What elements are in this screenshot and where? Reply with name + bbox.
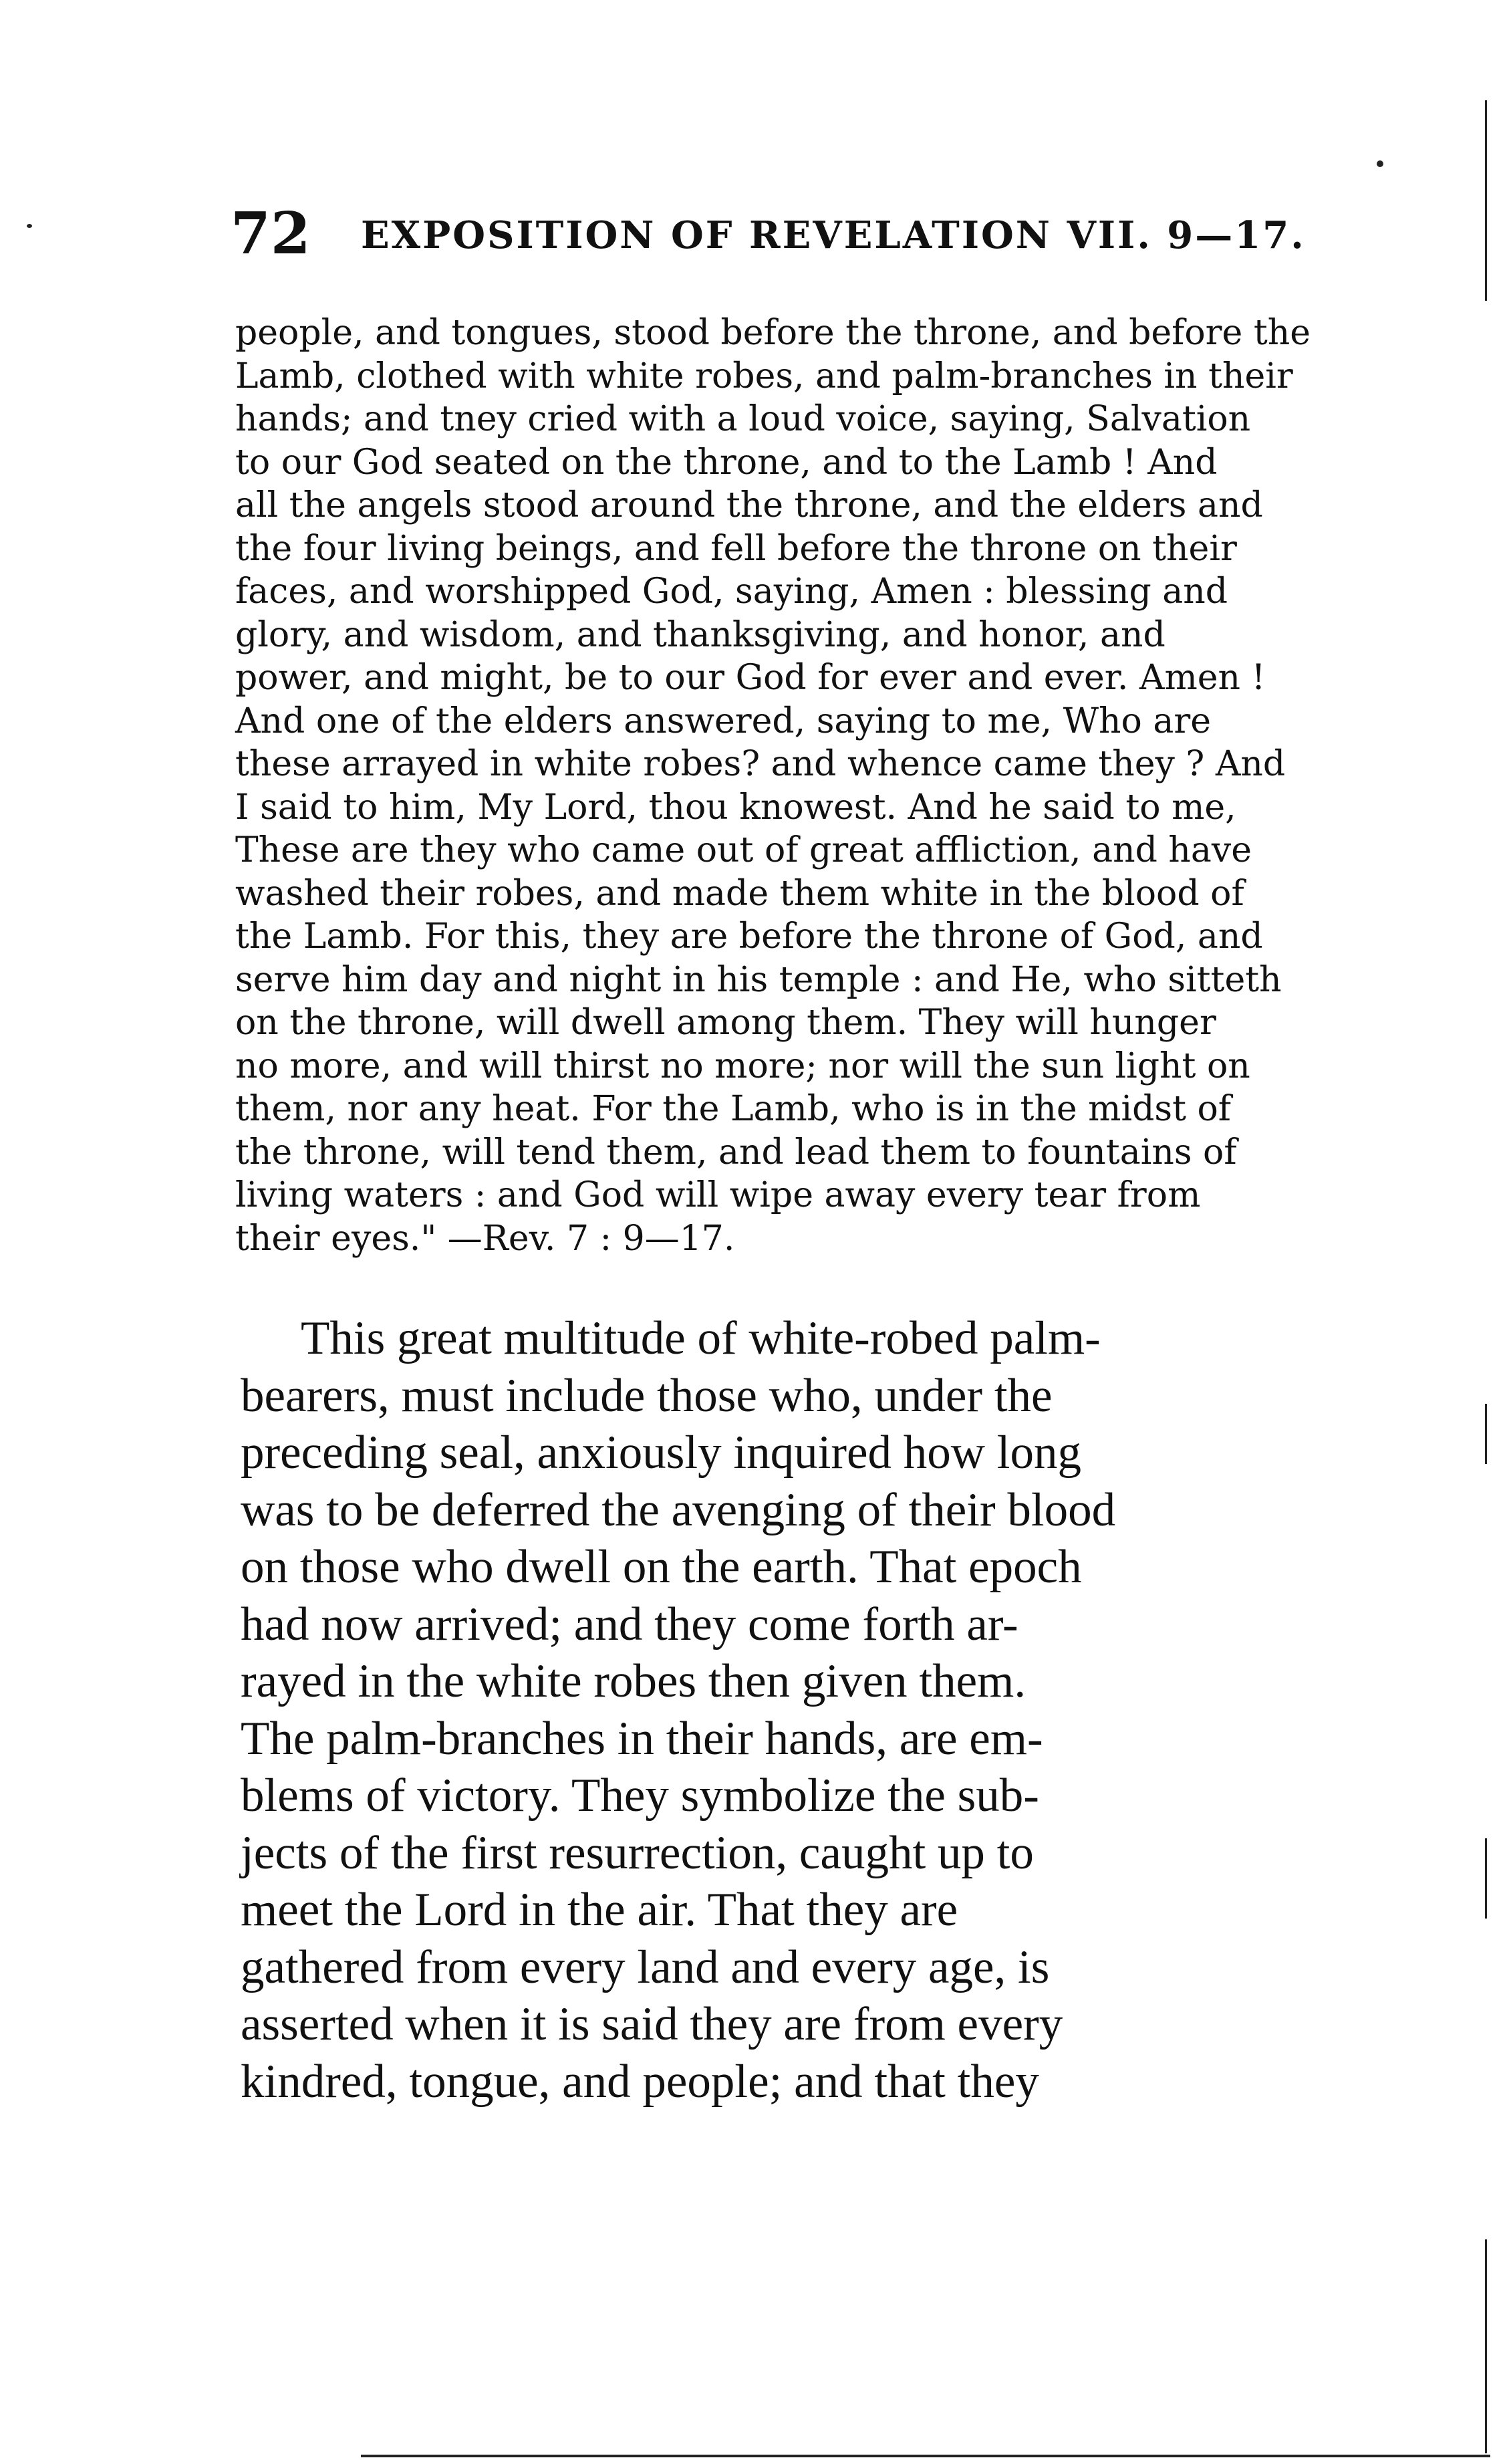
page-header (231, 201, 1367, 274)
body-line: preceding seal, anxiously inquired how long (241, 1427, 1081, 1479)
scan-edge-line-right (1485, 1838, 1487, 1919)
scan-speck (1377, 160, 1383, 167)
body-line: gathered from every land and every age, is (241, 1941, 1050, 1993)
scripture-quotation (235, 312, 1371, 1260)
body-line: jects of the first resurrection, caught up to (241, 1826, 1034, 1879)
body-line: was to be deferred the avenging of their blood (241, 1483, 1116, 1536)
body-line: bearers, must include those who, under the (241, 1369, 1053, 1422)
scan-edge-line-right (1485, 2239, 1487, 2453)
running-head: EXPOSITION OF REVELATION VII. 9—17. (361, 213, 1306, 257)
quote-line: people, and tongues, stood before the throne, and before the (235, 313, 1311, 353)
quote-line: hands; and tney cried with a loud voice, saying, Salvation (235, 399, 1251, 439)
quote-line: all the angels stood around the throne, and the elders and (235, 485, 1263, 525)
scan-speck (27, 224, 32, 228)
body-line: kindred, tongue, and people; and that they (241, 2055, 1039, 2108)
page-number: 72 (231, 200, 311, 267)
scan-edge-line-right (1485, 1404, 1487, 1464)
quote-line: glory, and wisdom, and thanksgiving, and honor, and (235, 614, 1165, 655)
body-line: asserted when it is said they are from every (241, 1998, 1063, 2050)
quote-line: serve him day and night in his temple : and He, who sitteth (235, 959, 1282, 1000)
body-line: The palm-branches in their hands, are em- (241, 1712, 1043, 1765)
quote-line: faces, and worshipped God, saying, Amen : blessing and (235, 572, 1228, 612)
body-line: on those who dwell on the earth. That epoch (241, 1541, 1082, 1593)
body-line: had now arrived; and they come forth ar- (241, 1598, 1018, 1650)
quote-line: the Lamb. For this, they are before the throne of God, and (235, 916, 1263, 957)
quote-line: washed their robes, and made them white in the blood of (235, 873, 1244, 914)
commentary-paragraph (241, 1310, 1390, 2110)
quote-line: I said to him, My Lord, thou knowest. And he said to me, (235, 787, 1236, 828)
quote-line: the four living beings, and fell before the throne on their (235, 528, 1237, 569)
body-line: blems of victory. They symbolize the sub- (241, 1769, 1039, 1822)
quote-line: no more, and will thirst no more; nor will the sun light on (235, 1045, 1250, 1086)
scan-edge-line-right (1485, 100, 1487, 301)
quote-line: And one of the elders answered, saying to me, Who are (235, 701, 1211, 741)
quote-line: these arrayed in white robes? and whence came they ? And (235, 744, 1286, 784)
body-line: meet the Lord in the air. That they are (241, 1884, 958, 1936)
body-line: This great multitude of white-robed palm- (301, 1312, 1101, 1364)
quote-line: to our God seated on the throne, and to the Lamb ! And (235, 442, 1218, 483)
quote-line: Lamb, clothed with white robes, and palm-branches in their (235, 356, 1293, 396)
quote-line: them, nor any heat. For the Lamb, who is in the midst of (235, 1089, 1232, 1129)
body-line: rayed in the white robes then given them. (241, 1655, 1026, 1707)
scan-edge-line-bottom (361, 2455, 1490, 2457)
quote-line: their eyes." —Rev. 7 : 9—17. (235, 1218, 735, 1259)
quote-line: power, and might, be to our God for ever and ever. Amen ! (235, 658, 1266, 698)
quote-line: on the throne, will dwell among them. They will hunger (235, 1003, 1216, 1043)
quote-line: These are they who came out of great affliction, and have (235, 830, 1252, 870)
quote-line: living waters : and God will wipe away every tear from (235, 1175, 1201, 1215)
quote-line: the throne, will tend them, and lead them to fountains of (235, 1132, 1237, 1173)
